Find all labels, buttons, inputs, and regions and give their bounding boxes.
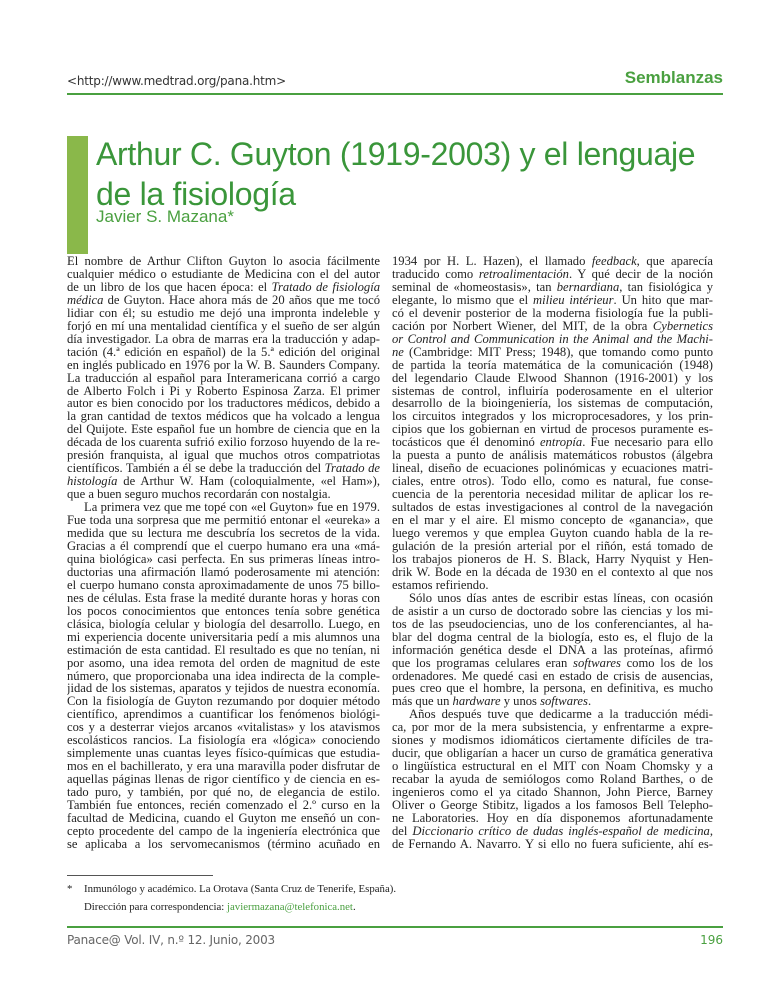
footnote-affiliation: Inmunólogo y académico. La Orotava (Santa Cruz de Tenerife, España). — [84, 883, 397, 895]
italic-text: entropía — [539, 436, 583, 450]
text-line — [67, 734, 380, 747]
section-label: Semblanzas — [624, 68, 723, 87]
text-line — [392, 708, 713, 721]
text-line — [67, 488, 380, 501]
text-line — [67, 695, 380, 708]
text-line — [392, 838, 713, 851]
footnote-period: . — [352, 901, 356, 913]
text-line — [392, 773, 713, 786]
text-line — [392, 294, 713, 307]
text-segment: día investigador. La obra de marras era la traducción y adap- — [67, 332, 380, 346]
text-segment: número, que proporcionaba una idea indirecta de la comple- — [67, 669, 380, 683]
text-segment: lidiar con él; su estudio me dejó una impronta indeleble y — [67, 306, 380, 320]
text-segment: tación (4.ª edición en español) de la 5.ª edición del original — [67, 345, 380, 359]
text-line — [67, 462, 380, 475]
text-segment: de Guyton. Hace ahora más de 20 años que me tocó — [103, 293, 380, 307]
text-line — [67, 721, 380, 734]
text-segment: que a buen seguro muchos recordarán con nostalgia. — [67, 488, 331, 502]
text-line — [392, 812, 713, 825]
title-accent-bar — [67, 136, 88, 254]
header-divider — [67, 93, 723, 95]
text-segment: 1934 por H. L. Hazen), el llamado — [392, 255, 592, 268]
text-segment: de asistir a un curso de doctorado sobre las ciencias y los mi- — [392, 604, 713, 618]
text-line — [67, 812, 380, 825]
text-segment: del — [392, 824, 413, 838]
italic-text: feedback — [591, 255, 637, 268]
text-line — [392, 423, 713, 436]
text-line — [67, 436, 380, 449]
text-line — [67, 268, 380, 281]
text-line — [392, 527, 713, 540]
text-line — [392, 333, 713, 346]
text-line — [67, 747, 380, 760]
footer-divider — [67, 926, 723, 928]
italic-text: retroalimentación — [478, 267, 569, 281]
text-line — [392, 592, 713, 605]
text-segment: los pocos conocimientos que entonces tenía sobre genética — [67, 604, 380, 618]
text-segment: También fue entonces, recién comenzado el 2.º curso en la — [67, 799, 380, 812]
text-segment: más que un — [392, 695, 453, 709]
text-segment: ingenieros como el ya citado Shannon, John Pierce, Barney — [392, 786, 713, 800]
text-line — [67, 281, 380, 294]
text-segment: quina biológica» casi perfecta. En sus primeras líneas intro- — [67, 552, 380, 566]
text-line — [392, 372, 713, 385]
text-line — [392, 540, 713, 553]
text-segment: o lingüística estructural en el MIT con Noam Chomsky y a — [392, 760, 713, 774]
text-segment: La primera vez que me topé con «el Guyton» fue en 1979. — [84, 501, 380, 515]
footnote-correspondence-label: Dirección para correspondencia: — [84, 901, 227, 913]
text-segment: simplemente unas cuantas leyes físico-químicas que estudia- — [67, 747, 380, 761]
text-line — [67, 320, 380, 333]
text-line — [67, 423, 380, 436]
text-segment: cación por Norbert Wiener, del MIT, de la obra — [392, 319, 653, 333]
italic-text: Cybernetics — [652, 319, 713, 333]
text-line — [392, 281, 713, 294]
footnote-mark: * — [67, 883, 73, 895]
italic-text: Diccionario crítico de dudas inglés-español de medicina — [412, 824, 710, 838]
text-segment: . — [587, 695, 592, 709]
text-line — [392, 359, 713, 372]
text-line — [67, 618, 380, 631]
text-line — [392, 721, 713, 734]
title-line-2: de la fisiología — [96, 176, 296, 212]
text-segment: drik W. Bode en la década de 1930 en el contexto al que nos — [392, 565, 713, 579]
text-line — [392, 657, 713, 670]
text-segment: científicos. También a él se debe la traducción del — [67, 462, 325, 476]
text-segment: traducido como — [392, 267, 479, 281]
text-line — [392, 397, 713, 410]
left-column — [67, 255, 380, 851]
text-segment: seminal de «homeostasis», tan — [392, 280, 557, 294]
text-line — [392, 786, 713, 799]
text-segment: mi experiencia docente universitaria pedí a mis alumnos una — [67, 630, 380, 644]
text-line — [67, 825, 380, 838]
text-segment: , tan fisiológica y — [619, 280, 713, 294]
text-segment: tocásticos que él denominó — [392, 436, 540, 450]
text-line — [67, 397, 380, 410]
author-name: Javier S. Mazana* — [96, 207, 234, 226]
text-segment: estimación de esta cantidad. El resultado es que no tenían, ni — [67, 643, 380, 657]
text-segment: sistemas de control, influiría poderosamente en el ulterior — [392, 384, 713, 398]
text-line — [392, 644, 713, 657]
title-line-1: Arthur C. Guyton (1919-2003) y el lenguaje — [96, 136, 696, 172]
text-segment: de un libro de los que hacen época: el — [67, 280, 272, 294]
text-segment: luego veremos y que emplea Guyton cuando habla de la re- — [392, 527, 713, 540]
text-segment: , — [709, 824, 713, 838]
text-segment: tado puro, y también, por qué no, de elegancia de estilo. — [67, 786, 380, 800]
text-line — [392, 825, 713, 838]
text-segment: los trabajos pioneros de H. S. Black, Harry Nyquist y Hen- — [392, 552, 713, 566]
text-line — [67, 773, 380, 786]
text-line — [392, 579, 713, 592]
text-line — [67, 682, 380, 695]
text-line — [392, 553, 713, 566]
italic-text: hardware — [452, 695, 501, 709]
footnote-email-link[interactable]: javiermazana@telefonica.net — [227, 901, 353, 913]
text-line — [67, 410, 380, 423]
text-segment: década de los cuarenta sufrió exilio forzoso huyendo de la re- — [67, 436, 380, 450]
text-segment: en inglés publicado en 1976 por la W. B. Saunders Company. — [67, 358, 380, 372]
text-line — [67, 540, 380, 553]
italic-text: bernardiana — [556, 280, 620, 294]
text-segment: El nombre de Arthur Clifton Guyton lo asocia fácilmente — [67, 255, 380, 268]
text-line — [67, 514, 380, 527]
text-line — [67, 644, 380, 657]
text-line — [392, 618, 713, 631]
text-segment: elegante, lo mismo que el — [392, 293, 534, 307]
italic-text: softwares — [573, 656, 621, 670]
text-segment: de Alberto Folch i Pi y Roberto Espinosa Zarza. El primer — [67, 384, 380, 398]
text-segment: Años después tuve que dedicarme a la traducción médi- — [409, 708, 713, 722]
text-segment: que los programas celulares eran — [392, 656, 574, 670]
text-segment: de Fernando A. Navarro. Y si ello no fuera suficiente, ahí es- — [392, 837, 713, 851]
text-segment: có el devenir posterior de la moderna fisiología fue la publi- — [392, 306, 713, 320]
text-line — [67, 799, 380, 812]
text-line — [392, 449, 713, 462]
text-line — [67, 838, 380, 851]
text-segment: Oliver o George Stibitz, ligados a los famosos Bell Telepho- — [392, 799, 713, 812]
text-segment: La traducción al español para Interamericana corrió a cargo — [67, 371, 380, 385]
text-line — [67, 670, 380, 683]
italic-text: or Control and Communication in the Animal and the Machi- — [392, 332, 713, 346]
text-segment: mos en el bachillerato, y era una maravilla poder disfrutar de — [67, 760, 380, 774]
text-line — [67, 294, 380, 307]
text-segment: cuencia de la perentoria necesidad militar de aplicar los re- — [392, 488, 713, 502]
text-line — [392, 268, 713, 281]
footnote — [67, 880, 396, 916]
text-line — [392, 605, 713, 618]
text-line — [67, 786, 380, 799]
text-segment: en el mar y el aire. El mismo concepto de «ganancia», que — [392, 514, 713, 528]
text-line — [67, 605, 380, 618]
footnote-divider — [67, 875, 213, 876]
text-segment: sultados de estas investigaciones al control de la navegación — [392, 501, 713, 515]
text-line — [392, 760, 713, 773]
text-line — [392, 462, 713, 475]
text-line — [67, 307, 380, 320]
text-line — [67, 527, 380, 540]
text-segment: autor es bien conocido por los traductores médicos, debido a — [67, 397, 380, 411]
italic-text: histología — [67, 475, 118, 489]
italic-text: ne — [392, 345, 404, 359]
text-segment: ne Laboratories. Hoy en día disponemos afortunadamente — [392, 811, 713, 825]
text-line — [67, 553, 380, 566]
text-segment: Fue toda una sorpresa que me permitió entonar el «eureka» a — [67, 514, 380, 528]
text-line — [392, 488, 713, 501]
text-line — [67, 475, 380, 488]
text-line — [392, 410, 713, 423]
text-line — [67, 372, 380, 385]
text-line — [392, 670, 713, 683]
text-line — [392, 385, 713, 398]
article-title — [96, 134, 695, 214]
text-line — [392, 255, 713, 268]
text-segment: información genética desde el DNA a las proteínas, afirmó — [392, 643, 713, 657]
text-segment: desarrollo de la bioingeniería, los sistemas de computación, — [392, 397, 713, 411]
text-segment: de Arthur W. Ham (coloquialmente, «el Ham»), — [117, 475, 380, 489]
text-segment: facultad de Medicina, cuando el Guyton me enseñó un con- — [67, 811, 380, 825]
text-segment: ductorias una afirmación llamó poderosamente mi atención: — [67, 565, 380, 579]
text-segment: . Y qué decir de la noción — [568, 267, 713, 281]
text-segment: ducir, que obligarían a hacer un curso de gramática generativa — [392, 747, 713, 761]
italic-text: Tratado de — [324, 462, 380, 476]
italic-text: milieu intérieur — [533, 293, 614, 307]
text-segment: tos de las pseudociencias, uno de los conferenciantes, al ha- — [392, 617, 713, 631]
text-segment: , que aparecía — [636, 255, 713, 268]
text-line — [67, 760, 380, 773]
text-line — [67, 579, 380, 592]
text-segment: . Fue necesario para ello — [582, 436, 713, 450]
text-line — [392, 346, 713, 359]
text-segment: pues creo que el hombre, la persona, en definitiva, es mucho — [392, 682, 713, 696]
text-line — [392, 695, 713, 708]
text-segment: del Quijote. Este español fue un hombre de ciencia que en la — [67, 423, 380, 437]
text-segment: ordenadores. Me quedé casi en estado de crisis de ausencias, — [392, 669, 713, 683]
text-line — [67, 359, 380, 372]
text-segment: cipios que los gobiernan en virtud de procesos puramente es- — [392, 423, 713, 437]
text-line — [392, 682, 713, 695]
text-line — [67, 333, 380, 346]
text-line — [392, 631, 713, 644]
text-segment: gulación de la presión arterial por el riñón, está tomado de — [392, 539, 713, 553]
text-segment: ca, por mor de la mera subsistencia, y enfrentarme a expre- — [392, 721, 713, 735]
text-line — [392, 475, 713, 488]
text-segment: clásica, biología celular y biología del desarrollo. Luego, en — [67, 617, 380, 631]
text-line — [67, 631, 380, 644]
italic-text: softwares — [540, 695, 588, 709]
text-segment: por asomo, una idea remota del orden de magnitud de este — [67, 656, 380, 670]
italic-text: Tratado de fisiología — [271, 280, 380, 294]
text-line — [67, 566, 380, 579]
text-line — [67, 657, 380, 670]
text-segment: y unos — [500, 695, 541, 709]
text-line — [67, 501, 380, 514]
text-segment: . Un hito que mar- — [613, 293, 713, 307]
text-segment: Sólo unos días antes de escribir estas líneas, con ocasión — [409, 591, 713, 605]
text-segment: Gracias a él comprendí que el cuerpo humano era una «má- — [67, 539, 380, 553]
text-segment: presión franquista, al igual que muchos otros compatriotas — [67, 449, 380, 463]
text-line — [67, 449, 380, 462]
text-line — [392, 501, 713, 514]
text-line — [392, 514, 713, 527]
text-segment: científico, aprendimos a cuantificar los fenómenos biológi- — [67, 708, 380, 722]
page-number: 196 — [700, 933, 723, 947]
text-line — [392, 747, 713, 760]
text-segment: de partida la teoría matemática de la comunicación (1948) — [392, 358, 713, 372]
header-url: <http://www.medtrad.org/pana.htm> — [67, 74, 287, 88]
text-segment: blar del dogma central de la biología, esto es, el flujo de la — [392, 630, 713, 644]
text-segment: cepto procedente del campo de la ingeniería electrónica que — [67, 824, 380, 838]
text-segment: ciales, entre otros). Todo ello, como es natural, fue conse- — [392, 475, 713, 489]
text-line — [392, 307, 713, 320]
text-segment: (Cambridge: MIT Press; 1948), que tomando como punto — [403, 345, 713, 359]
text-line — [392, 320, 713, 333]
text-segment: los circuitos integrados y los microprocesadores, y los prin- — [392, 410, 713, 424]
right-column — [392, 255, 713, 851]
text-segment: siones y modismos idiomáticos ciertamente difíciles de tra- — [392, 734, 713, 748]
text-line — [67, 708, 380, 721]
text-segment: escolásticos rancios. La fisiología era «lógica» conociendo — [67, 734, 380, 748]
text-segment: el cuerpo humano consta aproximadamente de unos 75 billo- — [67, 578, 380, 592]
footer-journal: Panace@ Vol. IV, n.º 12. Junio, 2003 — [67, 933, 275, 947]
text-segment: nes de células. Esta frase la medité durante horas y horas con — [67, 591, 380, 605]
text-segment: cualquier médico o estudiante de Medicina con el del autor — [67, 267, 380, 281]
text-line — [392, 436, 713, 449]
text-segment: como los de los — [620, 656, 713, 670]
text-line — [67, 255, 380, 268]
text-line — [392, 566, 713, 579]
text-segment: la gran cantidad de textos médicos que ha volcado a lengua — [67, 410, 380, 424]
italic-text: médica — [67, 293, 104, 307]
text-line — [392, 734, 713, 747]
text-segment: aquellas páginas llenas de rigor científico y de ciencia en es- — [67, 773, 380, 787]
text-segment: del legendario Claude Elwood Shannon (1916-2001) y los — [392, 371, 713, 385]
text-segment: estamos refiriendo. — [392, 578, 489, 592]
text-line — [67, 592, 380, 605]
text-segment: jidad de los sistemas, aparatos y tejidos de nuestra economía. — [67, 682, 380, 696]
text-segment: cos y a desterrar viejos arcanos «vitalistas» y los atavismos — [67, 721, 380, 735]
text-segment: la puesta a punto de análisis matemáticos robustos (álgebra — [392, 449, 713, 463]
text-line — [67, 346, 380, 359]
text-segment: forjó en mí una mentalidad científica y el sueño de ser algún — [67, 319, 380, 333]
text-segment: recabar la ayuda de semiólogos como Roland Barthes, o de — [392, 773, 713, 787]
text-segment: Con la fisiología de Guyton rezumando por doquier método — [67, 695, 380, 709]
text-line — [392, 799, 713, 812]
text-segment: medida que su lectura me descubría los secretos de la vida. — [67, 527, 380, 540]
text-line — [67, 385, 380, 398]
text-segment: se aplicaba a los servomecanismos (término acuñado en — [67, 837, 380, 851]
text-segment: lineal, diseño de ecuaciones polinómicas y ecuaciones matri- — [392, 462, 713, 476]
